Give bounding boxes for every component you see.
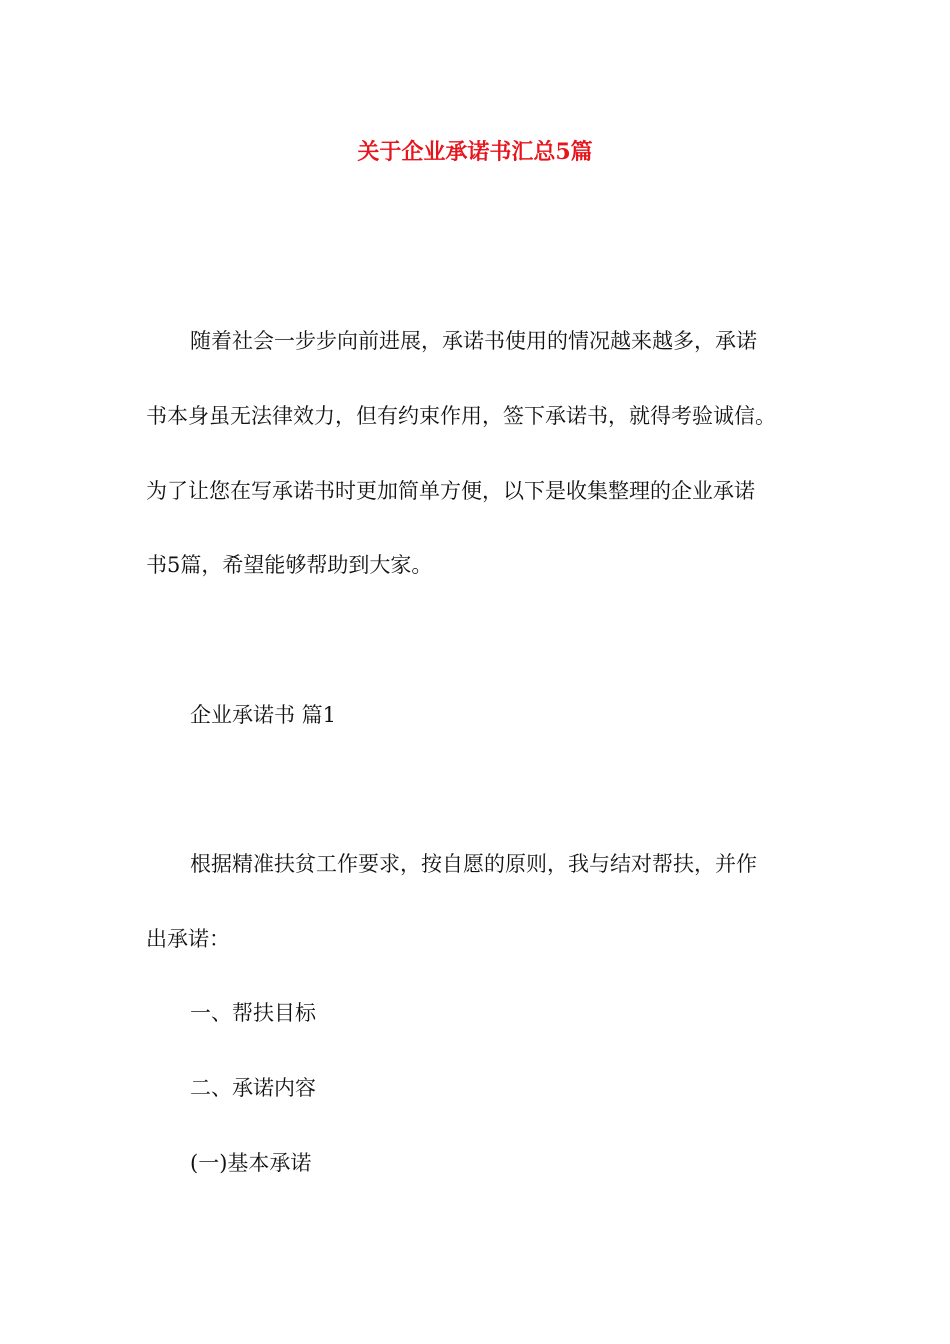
section-heading: 企业承诺书 篇1	[190, 703, 337, 727]
list-item-goal: 一、帮扶目标	[190, 1001, 316, 1025]
body-line-2: 出承诺：	[146, 927, 230, 951]
intro-line-3: 为了让您在写承诺书时更加简单方便，以下是收集整理的企业承诺	[146, 479, 755, 503]
page-title: 关于企业承诺书汇总5篇	[357, 139, 593, 165]
body-line-1: 根据精准扶贫工作要求，按自愿的原则，我与结对帮扶，并作	[190, 852, 757, 876]
list-item-content: 二、承诺内容	[190, 1076, 316, 1100]
list-item-basic: (一)基本承诺	[190, 1151, 312, 1175]
intro-line-2: 书本身虽无法律效力，但有约束作用，签下承诺书，就得考验诚信。	[146, 404, 776, 428]
intro-line-1: 随着社会一步步向前进展，承诺书使用的情况越来越多，承诺	[190, 329, 757, 353]
intro-line-4: 书5篇，希望能够帮助到大家。	[146, 553, 433, 577]
